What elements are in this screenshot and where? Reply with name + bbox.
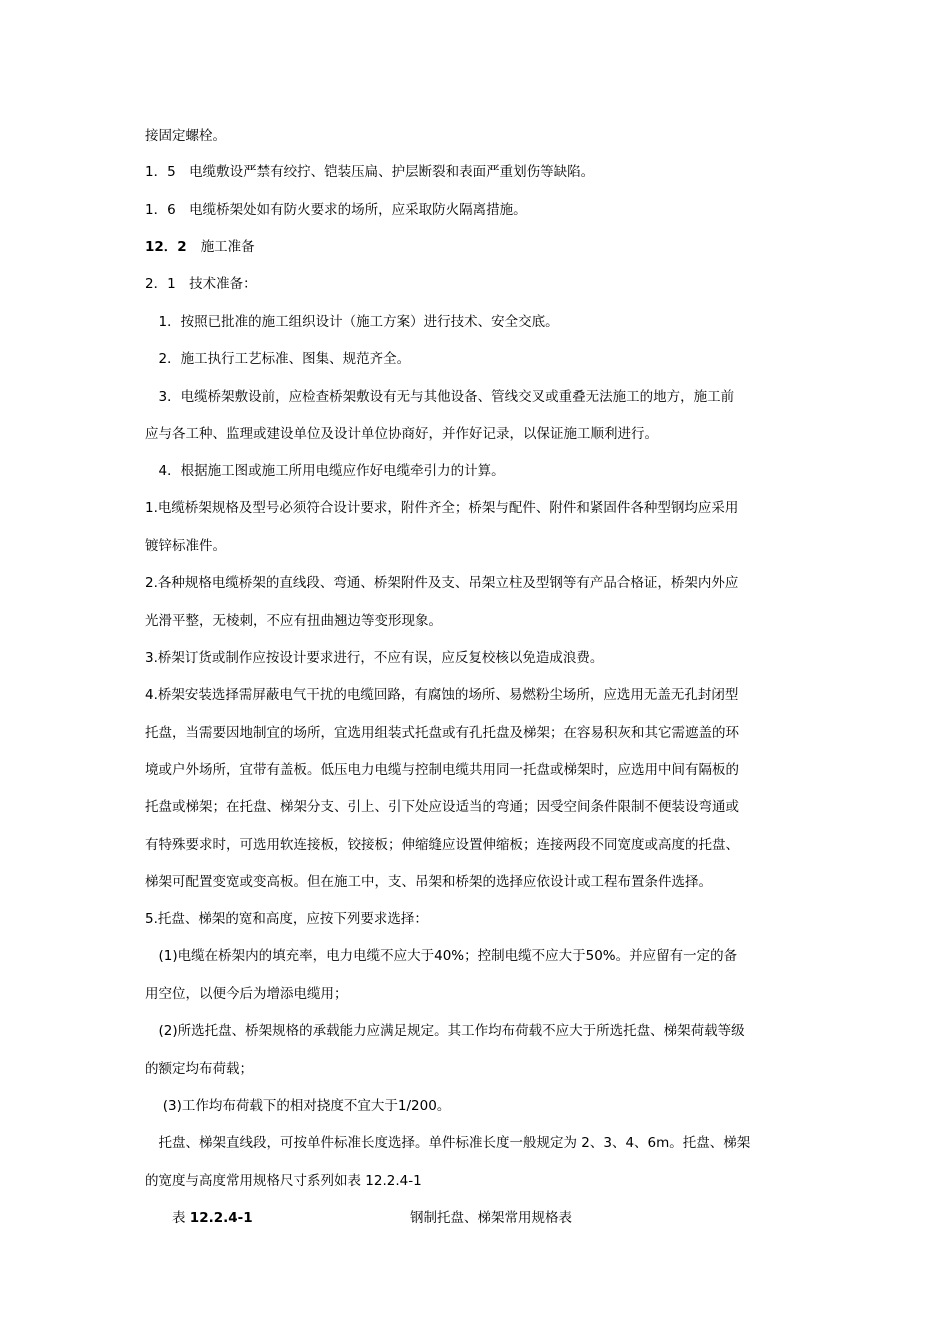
line-3: 1．6 电缆桥架处如有防火要求的场所，应采取防火隔离措施。 [145,202,527,218]
line-2: 1．5 电缆敷设严禁有绞拧、铠装压扁、护层断裂和表面严重划伤等缺陷。 [145,164,595,180]
line-7: 2．施工执行工艺标准、图集、规范齐全。 [145,351,411,367]
line-19: 托盘或梯架；在托盘、梯架分支、引上、引下处应设适当的弯通；因受空间条件限制不便装设弯通或 [145,799,739,815]
line-26: 的额定均布荷载； [145,1061,253,1077]
line-16: 4.桥架安装选择需屏蔽电气干扰的电缆回路，有腐蚀的场所、易燃粉尘场所，应选用无盖无孔封闭型 [145,687,739,703]
line-18: 境或户外场所，宜带有盖板。低压电力电缆与控制电缆共用同一托盘或梯架时，应选用中间有隔板的 [145,762,739,778]
line-10: 4．根据施工图或施工所用电缆应作好电缆牵引力的计算。 [145,463,505,479]
line-14: 光滑平整，无棱刺，不应有扭曲翘边等变形现象。 [145,613,442,629]
line-24: 用空位，以便今后为增添电缆用； [145,986,348,1002]
section-number: 12．2 [145,239,187,255]
line-13: 2.各种规格电缆桥架的直线段、弯通、桥架附件及支、吊架立柱及型钢等有产品合格证，桥架内外应 [145,575,739,591]
line-27: (3)工作均布荷载下的相对挠度不宜大于1/200。 [145,1098,451,1114]
line-6: 1．按照已批准的施工组织设计（施工方案）进行技术、安全交底。 [145,314,559,330]
section-title: 施工准备 [200,239,255,255]
table-label-prefix: 表 [172,1210,186,1226]
line-28: 托盘、梯架直线段，可按单件标准长度选择。单件标准长度一般规定为 2、3、4、6m。托盘、梯架 [145,1135,751,1151]
section-heading [145,237,795,257]
line-12: 镀锌标准件。 [145,538,226,554]
table-caption-label [172,1208,253,1228]
line-20: 有特殊要求时，可选用软连接板，铰接板；伸缩缝应设置伸缩板；连接两段不同宽度或高度的托盘、 [145,837,739,853]
line-25: (2)所选托盘、桥架规格的承载能力应满足规定。其工作均布荷载不应大于所选托盘、梯架荷载等级 [145,1023,745,1039]
line-15: 3.桥架订货或制作应按设计要求进行，不应有误，应反复校核以免造成浪费。 [145,650,604,666]
line-8: 3．电缆桥架敷设前，应检查桥架敷设有无与其他设备、管线交叉或重叠无法施工的地方，施工前 [145,389,735,405]
table-label-number: 12.2.4-1 [189,1210,253,1226]
line-22: 5.托盘、梯架的宽和高度，应按下列要求选择： [145,911,428,927]
line-29: 的宽度与高度常用规格尺寸系列如表 12.2.4-1 [145,1173,422,1189]
table-caption-title: 钢制托盘、梯架常用规格表 [410,1210,572,1226]
line-11: 1.电缆桥架规格及型号必须符合设计要求，附件齐全；桥架与配件、附件和紧固件各种型钢均应采用 [145,500,739,516]
line-1: 接固定螺栓。 [145,128,226,144]
line-21: 梯架可配置变宽或变高板。但在施工中，支、吊架和桥架的选择应依设计或工程布置条件选择。 [145,874,712,890]
line-5: 2．1 技术准备： [145,276,257,292]
line-17: 托盘，当需要因地制宜的场所，宜选用组装式托盘或有孔托盘及梯架；在容易积灰和其它需遮盖的环 [145,725,739,741]
line-23: (1)电缆在桥架内的填充率，电力电缆不应大于40%；控制电缆不应大于50%。并应留有一定的备 [145,948,738,964]
line-9: 应与各工种、监理或建设单位及设计单位协商好，并作好记录，以保证施工顺利进行。 [145,426,658,442]
